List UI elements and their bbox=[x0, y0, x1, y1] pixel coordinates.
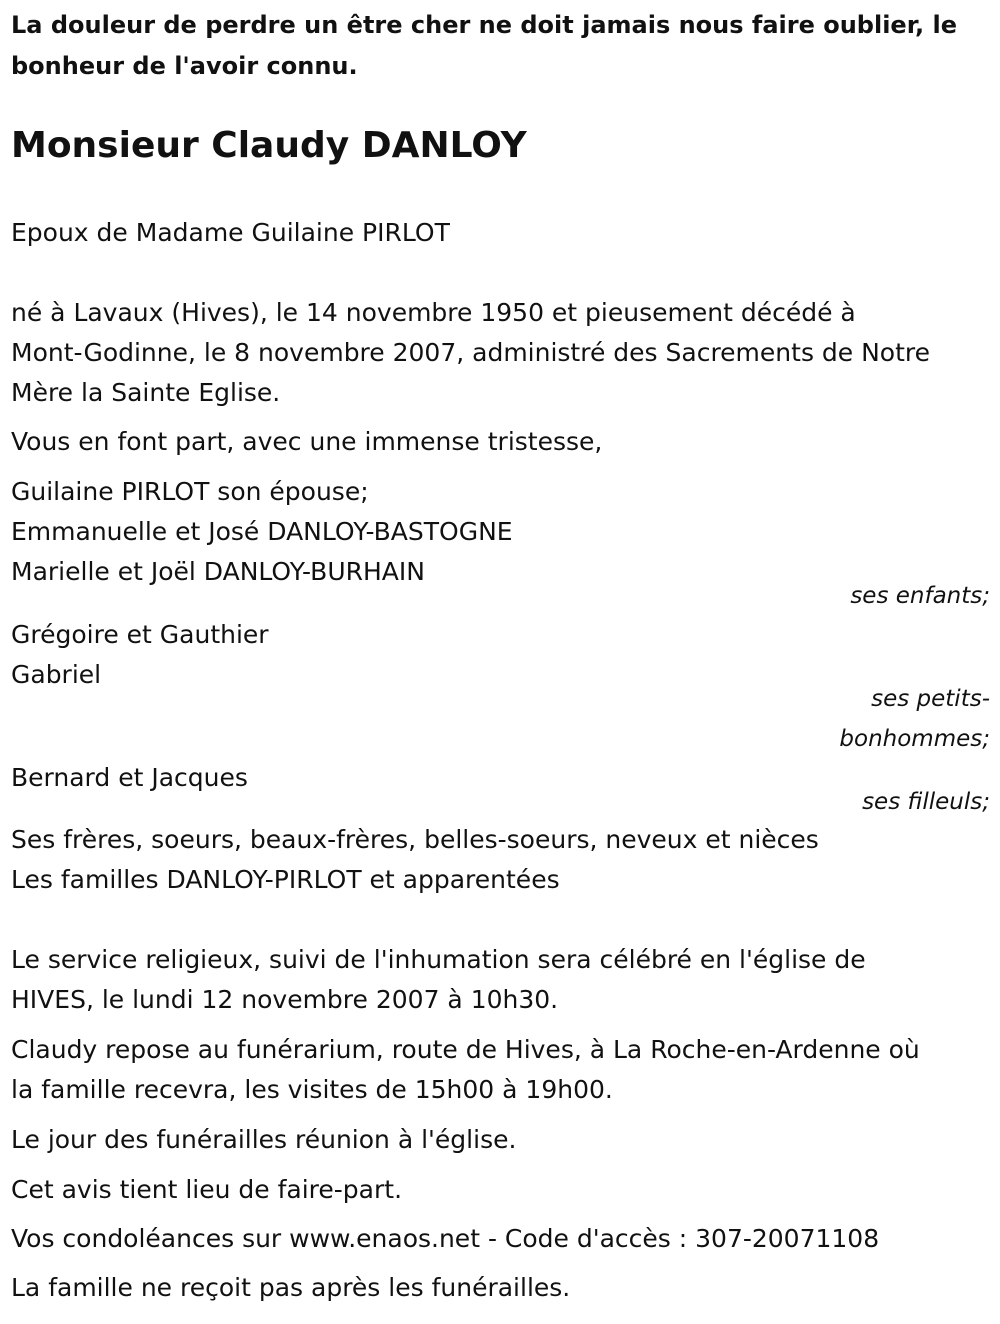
deceased-name: Monsieur Claudy DANLOY bbox=[11, 125, 527, 166]
grandchildren-label-line-1: ses petits- bbox=[871, 686, 990, 712]
grandchildren-label-line-2: bonhommes; bbox=[839, 726, 990, 752]
family-grandchild: Grégoire et Gauthier bbox=[11, 620, 269, 649]
family-others-line: Ses frères, soeurs, beaux-frères, belles-soeurs, neveux et nièces bbox=[11, 825, 819, 854]
family-spouse: Guilaine PIRLOT son épouse; bbox=[11, 477, 369, 506]
visitation-line-2: la famille recevra, les visites de 15h00 à 19h00. bbox=[11, 1075, 613, 1104]
announcement: Vous en font part, avec une immense tristesse, bbox=[11, 427, 603, 456]
funeral-meeting: Le jour des funérailles réunion à l'église. bbox=[11, 1125, 517, 1154]
family-grandchild: Gabriel bbox=[11, 660, 102, 689]
notice-text: Cet avis tient lieu de faire-part. bbox=[11, 1175, 403, 1204]
birth-death-line-3: Mère la Sainte Eglise. bbox=[11, 378, 281, 407]
family-child: Marielle et Joël DANLOY-BURHAIN bbox=[11, 557, 425, 586]
family-child: Emmanuelle et José DANLOY-BASTOGNE bbox=[11, 517, 513, 546]
quote-line-2: bonheur de l'avoir connu. bbox=[11, 52, 358, 80]
family-others-line: Les familles DANLOY-PIRLOT et apparentées bbox=[11, 865, 560, 894]
quote-line-1: La douleur de perdre un être cher ne doit jamais nous faire oublier, le bbox=[11, 11, 957, 39]
godchildren-label: ses filleuls; bbox=[862, 789, 990, 815]
children-label: ses enfants; bbox=[850, 583, 990, 609]
family-godchildren: Bernard et Jacques bbox=[11, 763, 248, 792]
spouse-line: Epoux de Madame Guilaine PIRLOT bbox=[11, 218, 450, 247]
no-reception-text: La famille ne reçoit pas après les funérailles. bbox=[11, 1273, 571, 1302]
condolences-text: Vos condoléances sur www.enaos.net - Code d'accès : 307-20071108 bbox=[11, 1224, 880, 1253]
birth-death-line-1: né à Lavaux (Hives), le 14 novembre 1950 et pieusement décédé à bbox=[11, 298, 856, 327]
service-line-2: HIVES, le lundi 12 novembre 2007 à 10h30. bbox=[11, 985, 559, 1014]
visitation-line-1: Claudy repose au funérarium, route de Hives, à La Roche-en-Ardenne où bbox=[11, 1035, 920, 1064]
birth-death-line-2: Mont-Godinne, le 8 novembre 2007, administré des Sacrements de Notre bbox=[11, 338, 931, 367]
service-line-1: Le service religieux, suivi de l'inhumation sera célébré en l'église de bbox=[11, 945, 866, 974]
